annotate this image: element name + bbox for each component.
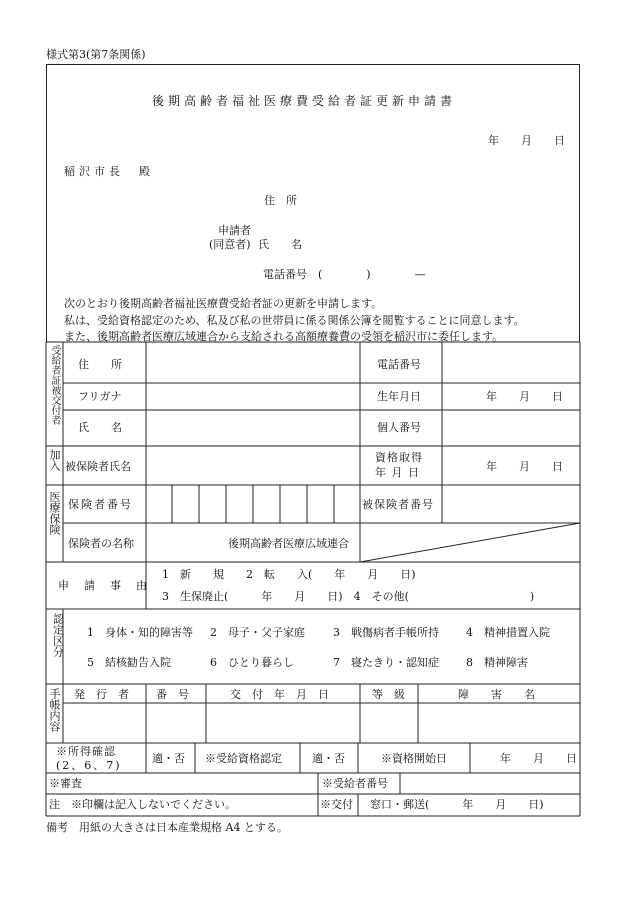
date-line[interactable]: 年 月 日 [488, 134, 565, 147]
qualification-date-label-1: 資格取得 [375, 451, 423, 464]
category-option-3[interactable]: 3 戦傷病者手帳所持 [333, 626, 439, 639]
recipient-address-label: 住 所 [78, 358, 122, 371]
category-option-6[interactable]: 6 ひとり暮らし [210, 656, 294, 669]
furigana-label: フリガナ [78, 390, 122, 403]
recipient-side-label: 受給者証被交付者 [49, 345, 60, 425]
handbook-issuer-field[interactable] [65, 705, 144, 741]
birthdate-label: 生年月日 [377, 390, 421, 403]
statement-1: 次のとおり後期高齢者福祉医療費受給者証の更新を申請します。 [64, 297, 383, 310]
income-check-result[interactable]: 適・否 [152, 752, 185, 765]
handbook-grade-field[interactable] [362, 705, 416, 741]
start-date-label: ※資格開始日 [381, 752, 447, 765]
handbook-issuer-header: 発 行 者 [74, 688, 129, 701]
category-option-4[interactable]: 4 精神措置入院 [466, 626, 550, 639]
income-check-categories: (2、6、7) [56, 759, 122, 772]
delivery-label: ※交付 [320, 798, 353, 811]
handbook-disability-field[interactable] [420, 705, 578, 741]
phone-label: 電話番号 ( ) — [263, 268, 426, 281]
category-option-5[interactable]: 5 結核勧告入院 [87, 656, 171, 669]
eligibility-result[interactable]: 適・否 [312, 752, 345, 765]
personal-number-field[interactable] [444, 412, 578, 444]
birthdate-field[interactable]: 年 月 日 [486, 390, 563, 403]
insured-name-field[interactable] [148, 448, 358, 483]
recipient-name-label: 氏 名 [78, 421, 122, 434]
addressee: 稲沢市長 殿 [64, 165, 154, 178]
recipient-number-field[interactable] [402, 776, 578, 792]
insured-number-label: 被保険者番号 [362, 498, 434, 511]
address-label: 住 所 [264, 194, 297, 207]
qualification-date-field[interactable]: 年 月 日 [486, 460, 563, 473]
recipient-phone-label: 電話番号 [377, 358, 421, 371]
applicant-label: 申請者 [218, 224, 251, 237]
insurance-side-label-top: 加入 [48, 449, 61, 471]
insurer-name-value: 後期高齢者医療広域連合 [228, 537, 349, 550]
insurer-number-label: 保険者番号 [68, 498, 133, 511]
handbook-label: 手帳内容 [48, 688, 61, 732]
name-label: 氏 名 [258, 238, 302, 251]
remarks: 備考 用紙の大きさは日本産業規格 A4 とする。 [46, 821, 288, 834]
handbook-number-field[interactable] [148, 705, 204, 741]
recipient-number-label: ※受給者番号 [322, 777, 388, 790]
handbook-grade-header: 等 級 [372, 688, 405, 701]
insurance-side-label-bottom: 医療保険 [48, 491, 61, 535]
recipient-phone-field[interactable] [444, 345, 578, 381]
handbook-date-header: 交 付 年 月 日 [230, 688, 329, 701]
reason-options-row-2[interactable]: 3 生保廃止( 年 月 日) 4 その他( ) [162, 590, 535, 603]
qualification-date-label-2: 年 月 日 [375, 466, 420, 479]
consenter-label: (同意者) [209, 238, 251, 251]
insurer-name-label: 保険者の名称 [68, 537, 134, 550]
category-option-7[interactable]: 7 寝たきり・認知症 [333, 656, 439, 669]
category-label: 認定区分 [51, 613, 65, 657]
reason-label: 申 請 事 由 [58, 579, 149, 592]
handbook-date-field[interactable] [208, 705, 358, 741]
insurer-number-field[interactable] [148, 487, 358, 521]
category-option-1[interactable]: 1 身体・知的障害等 [87, 626, 193, 639]
income-check-label: ※所得確認 [56, 745, 116, 758]
insured-name-label: 被保険者氏名 [65, 460, 131, 473]
furigana-field[interactable] [148, 385, 358, 408]
insured-number-field[interactable] [444, 487, 578, 521]
page-title: 後期高齢者福祉医療費受給者証更新申請書 [152, 94, 457, 108]
personal-number-label: 個人番号 [377, 421, 421, 434]
form-number: 様式第3(第7条関係) [46, 48, 146, 61]
recipient-name-field[interactable] [148, 412, 358, 444]
review-label: ※審査 [49, 777, 82, 790]
recipient-address-field[interactable] [148, 345, 358, 381]
statement-3: また、後期高齢者医療広域連合から支給される高額療養費の受領を稲沢市に委任します。 [64, 330, 504, 343]
category-option-8[interactable]: 8 精神障害 [466, 656, 528, 669]
handbook-disability-header: 障 害 名 [458, 688, 535, 701]
delivery-method-field[interactable]: 窓口・郵送( 年 月 日) [370, 798, 544, 811]
statement-2: 私は、受給資格認定のため、私及び私の世帯員に係る関係公簿を閲覧することに同意します。 [64, 314, 525, 327]
handbook-number-header: 番 号 [156, 688, 189, 701]
eligibility-label: ※受給資格認定 [205, 752, 282, 765]
office-use-note: 注 ※印欄は記入しないでください。 [49, 798, 236, 811]
reason-options-row-1[interactable]: 1 新 規 2 転 入( 年 月 日) [162, 568, 416, 581]
category-option-2[interactable]: 2 母子・父子家庭 [210, 626, 305, 639]
start-date-field[interactable]: 年 月 日 [500, 752, 577, 765]
